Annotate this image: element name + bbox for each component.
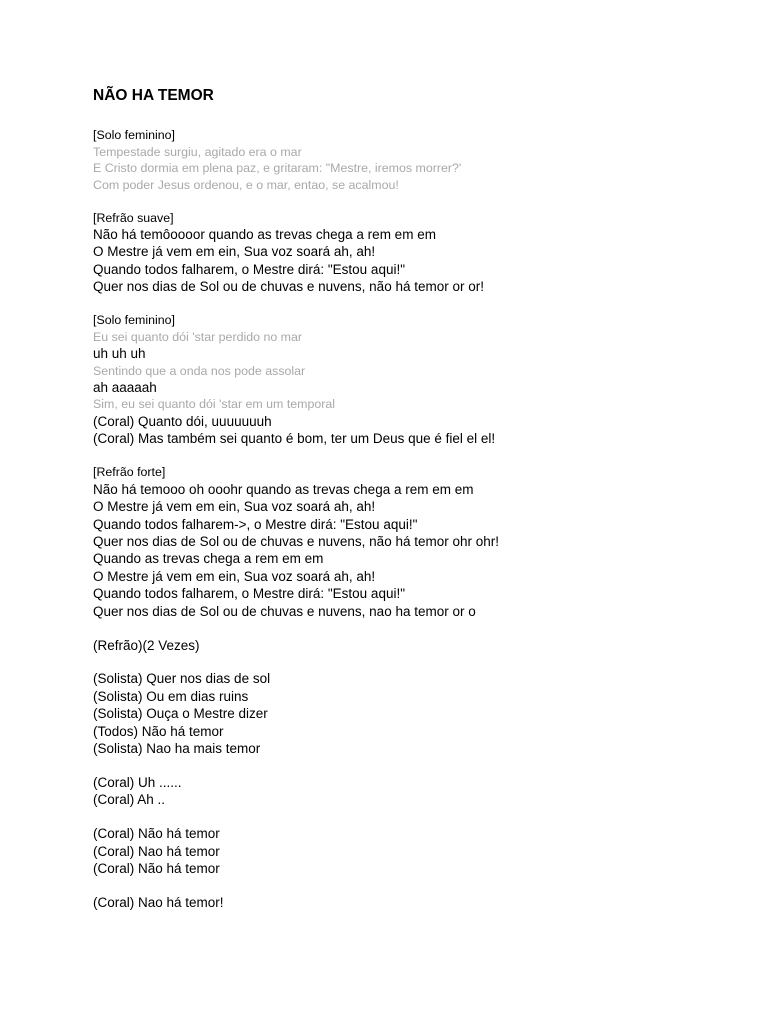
lyric-line: Quando todos falharem, o Mestre dirá: "Estou aqui!" (93, 261, 406, 277)
lyric-line: O Mestre já vem em ein, Sua voz soará ah, ah! (93, 244, 376, 260)
lyric-section (93, 825, 733, 877)
lyric-line: (Solista) Ou em dias ruins (93, 688, 249, 704)
lyric-line: ah aaaaah (93, 380, 157, 396)
lyric-line: (Coral) Quanto dói, uuuuuuuh (93, 413, 272, 429)
lyric-line: uh uh uh (93, 346, 146, 362)
lyric-line: (Solista) Quer nos dias de sol (93, 671, 271, 687)
lyric-line: Tempestade surgiu, agitado era o mar (93, 144, 302, 159)
lyric-line: (Coral) Mas também sei quanto é bom, ter um Deus que é fiel el el! (93, 431, 496, 447)
lyric-section (93, 127, 733, 193)
lyric-line: Quer nos dias de Sol ou de chuvas e nuvens, não há temor or or! (93, 279, 484, 295)
lyric-line: Com poder Jesus ordenou, e o mar, entao, se acalmou! (93, 177, 399, 192)
lyric-line: (Coral) Não há temor (93, 861, 220, 877)
document-page (93, 85, 733, 928)
lyric-section (93, 894, 733, 911)
lyric-line: (Solista) Nao ha mais temor (93, 741, 261, 757)
lyric-line: (Coral) Nao há temor! (93, 894, 224, 910)
lyric-line: (Coral) Não há temor (93, 826, 220, 842)
section-label: [Solo feminino] (93, 313, 175, 328)
lyric-line: (Coral) Nao há temor (93, 843, 220, 859)
lyric-line: O Mestre já vem em ein, Sua voz soará ah, ah! (93, 568, 376, 584)
lyric-line: (Todos) Não há temor (93, 723, 224, 739)
lyric-section (93, 637, 733, 654)
lyric-line: (Solista) Ouça o Mestre dizer (93, 706, 268, 722)
lyric-line: Sentindo que a onda nos pode assolar (93, 363, 306, 378)
lyric-section (93, 210, 733, 296)
lyric-line: Sim, eu sei quanto dói 'star em um temporal (93, 397, 336, 412)
lyric-line: (Coral) Uh ...... (93, 774, 182, 790)
lyric-line: (Coral) Ah .. (93, 792, 166, 808)
lyric-line: Eu sei quanto dói 'star perdido no mar (93, 329, 303, 344)
lyric-section (93, 464, 733, 620)
lyric-line: O Mestre já vem em ein, Sua voz soará ah, ah! (93, 499, 376, 515)
lyric-line: Quando todos falharem->, o Mestre dirá: "Estou aqui!" (93, 516, 418, 532)
lyric-section (93, 774, 733, 809)
section-label: [Refrão suave] (93, 210, 174, 225)
lyric-line: Quer nos dias de Sol ou de chuvas e nuvens, não há temor ohr ohr! (93, 533, 500, 549)
section-label: [Refrão forte] (93, 465, 166, 480)
lyrics-body (93, 127, 733, 911)
document-title: NÃO HA TEMOR (93, 87, 214, 104)
lyric-line: Não há temôoooor quando as trevas chega a rem em em (93, 227, 436, 242)
lyric-line: Não há temooo oh ooohr quando as trevas chega a rem em em (93, 481, 474, 497)
lyric-line: E Cristo dormia em plena paz, e gritaram: "Mestre, iremos morrer?' (93, 161, 462, 175)
lyric-line: Quando as trevas chega a rem em em (93, 551, 324, 567)
lyric-line: (Refrão)(2 Vezes) (93, 637, 200, 653)
lyric-line: Quer nos dias de Sol ou de chuvas e nuvens, nao ha temor or o (93, 603, 476, 619)
lyric-section (93, 670, 733, 757)
lyric-section (93, 312, 733, 448)
section-label: [Solo feminino] (93, 128, 175, 142)
lyric-line: Quando todos falharem, o Mestre dirá: "Estou aqui!" (93, 586, 406, 602)
